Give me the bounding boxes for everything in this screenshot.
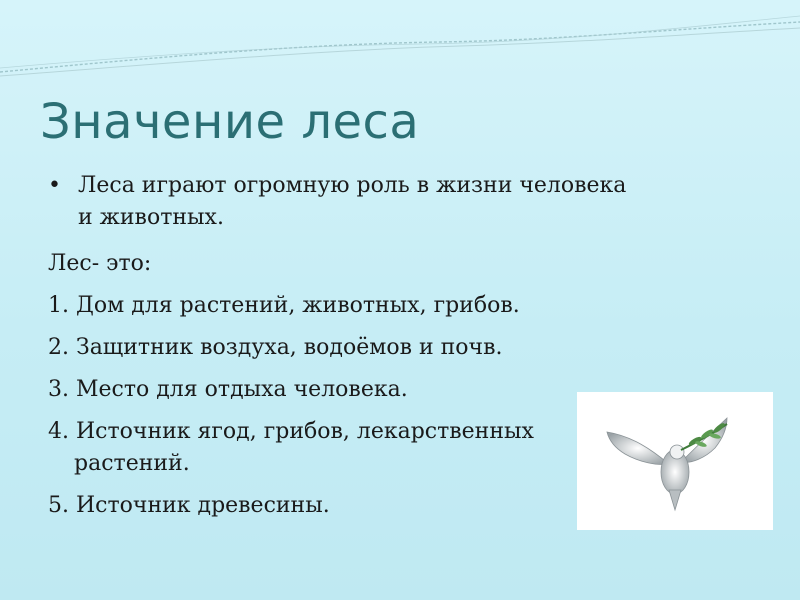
dove-with-branch-icon: [577, 392, 773, 530]
bullet-icon: •: [48, 173, 61, 198]
intro-text: Лес- это:: [48, 251, 152, 276]
bullet-item: [48, 170, 748, 234]
list-item-4-line-2: растений.: [74, 451, 190, 476]
list-item-3: 3. Место для отдыха человека.: [48, 377, 408, 402]
bullet-line-1: Леса играют огромную роль в жизни человека: [78, 173, 627, 198]
list-item-5: 5. Источник древесины.: [48, 493, 330, 518]
list-item-2: 2. Защитник воздуха, водоёмов и почв.: [48, 335, 503, 360]
dove-image: [577, 392, 773, 530]
list-item-1: 1. Дом для растений, животных, грибов.: [48, 293, 520, 318]
list-item-4-line-1: 4. Источник ягод, грибов, лекарственных: [48, 419, 534, 444]
bullet-line-2: и животных.: [78, 205, 224, 230]
slide-title: Значение леса: [40, 94, 420, 150]
